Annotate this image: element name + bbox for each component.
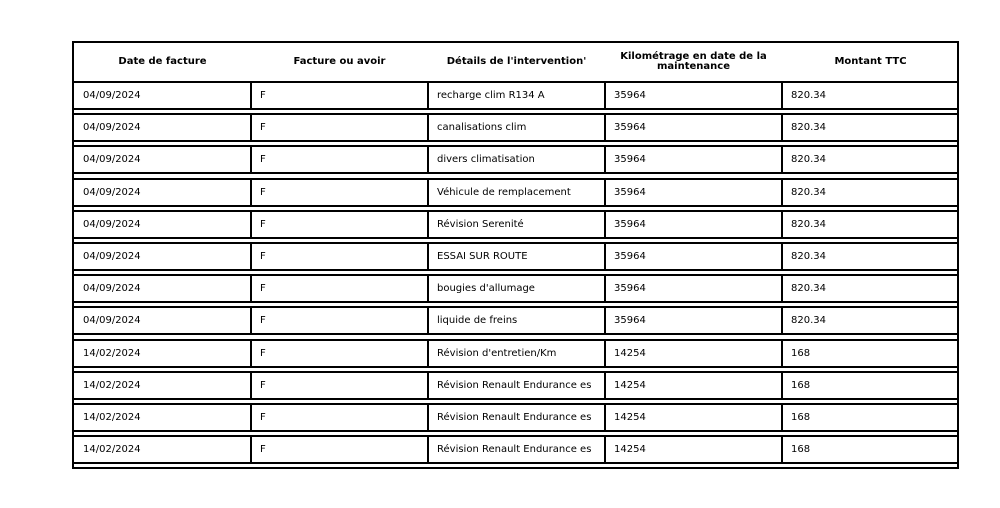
table-row (74, 113, 957, 142)
cell-mileage: 14254 (614, 412, 646, 423)
column-divider (250, 437, 252, 462)
cell-date: 04/09/2024 (83, 218, 141, 230)
column-divider (250, 244, 252, 269)
table-row (74, 403, 957, 432)
cell-details: Véhicule de remplacement (437, 186, 571, 198)
table-row (74, 210, 957, 239)
header-date: Date de facture (118, 56, 207, 67)
column-divider (427, 244, 429, 269)
column-divider (250, 180, 252, 205)
column-divider (427, 308, 429, 333)
column-divider (781, 437, 783, 462)
column-divider (781, 147, 783, 172)
cell-mileage: 35964 (614, 283, 646, 295)
table-row (74, 339, 957, 368)
maintenance-table (72, 41, 959, 469)
cell-date: 04/09/2024 (83, 315, 141, 327)
cell-mileage: 14254 (614, 347, 646, 359)
cell-type: F (260, 90, 266, 101)
column-divider (781, 341, 783, 366)
cell-amount: 820.34 (791, 90, 826, 101)
column-divider (427, 437, 429, 462)
cell-amount: 820.34 (791, 218, 826, 230)
cell-details: liquide de freins (437, 315, 518, 327)
column-divider (604, 83, 606, 108)
cell-details: recharge clim R134 A (437, 90, 545, 101)
cell-mileage: 35964 (614, 251, 646, 262)
column-divider (781, 83, 783, 108)
column-divider (427, 373, 429, 398)
column-divider (250, 212, 252, 237)
cell-amount: 168 (791, 347, 811, 359)
cell-date: 04/09/2024 (83, 186, 141, 198)
cell-mileage: 35964 (614, 218, 646, 230)
cell-details: Révision Renault Endurance es (437, 379, 592, 391)
header-details: Détails de l'intervention' (446, 56, 587, 67)
cell-details: Révision Renault Endurance es (437, 412, 592, 423)
cell-mileage: 35964 (614, 122, 646, 134)
table-row (74, 178, 957, 207)
column-divider (781, 180, 783, 205)
cell-mileage: 35964 (614, 186, 646, 198)
header-amount: Montant TTC (834, 56, 907, 67)
cell-type: F (260, 251, 266, 262)
cell-mileage: 35964 (614, 315, 646, 327)
cell-details: bougies d'allumage (437, 283, 535, 295)
column-divider (604, 147, 606, 172)
table-row (74, 274, 957, 303)
cell-type: F (260, 379, 266, 391)
cell-mileage: 35964 (614, 90, 646, 101)
column-divider (427, 405, 429, 430)
column-divider (427, 276, 429, 301)
cell-date: 04/09/2024 (83, 122, 141, 134)
table-row (74, 242, 957, 271)
column-divider (250, 115, 252, 140)
column-divider (250, 373, 252, 398)
cell-amount: 168 (791, 412, 811, 423)
column-divider (604, 405, 606, 430)
cell-amount: 820.34 (791, 186, 826, 198)
column-divider (781, 308, 783, 333)
table-row (74, 371, 957, 400)
table-row (74, 306, 957, 335)
cell-date: 04/09/2024 (83, 283, 141, 295)
table-row (74, 145, 957, 174)
column-divider (250, 276, 252, 301)
cell-date: 14/02/2024 (83, 347, 141, 359)
column-divider (781, 244, 783, 269)
column-divider (604, 115, 606, 140)
column-divider (427, 115, 429, 140)
cell-details: divers climatisation (437, 154, 535, 166)
column-divider (781, 373, 783, 398)
column-divider (250, 341, 252, 366)
column-divider (604, 373, 606, 398)
cell-details: canalisations clim (437, 122, 527, 134)
table-header (74, 43, 957, 83)
cell-date: 04/09/2024 (83, 154, 141, 166)
cell-details: Révision Serenité (437, 218, 524, 230)
cell-mileage: 14254 (614, 379, 646, 391)
cell-date: 14/02/2024 (83, 444, 141, 456)
cell-details: Révision d'entretien/Km (437, 347, 557, 359)
cell-type: F (260, 283, 266, 295)
cell-amount: 820.34 (791, 154, 826, 166)
header-type: Facture ou avoir (293, 56, 386, 67)
cell-amount: 168 (791, 379, 811, 391)
column-divider (250, 83, 252, 108)
cell-date: 14/02/2024 (83, 412, 141, 423)
cell-amount: 820.34 (791, 251, 826, 262)
column-divider (604, 341, 606, 366)
cell-mileage: 35964 (614, 154, 646, 166)
column-divider (781, 212, 783, 237)
cell-type: F (260, 218, 266, 230)
column-divider (604, 308, 606, 333)
column-divider (604, 276, 606, 301)
column-divider (781, 115, 783, 140)
column-divider (250, 405, 252, 430)
cell-date: 04/09/2024 (83, 90, 141, 101)
table-row (74, 435, 957, 464)
cell-mileage: 14254 (614, 444, 646, 456)
cell-details: ESSAI SUR ROUTE (437, 251, 528, 262)
cell-amount: 820.34 (791, 122, 826, 134)
column-divider (604, 212, 606, 237)
column-divider (427, 212, 429, 237)
cell-amount: 820.34 (791, 315, 826, 327)
column-divider (604, 244, 606, 269)
column-divider (427, 147, 429, 172)
column-divider (427, 341, 429, 366)
cell-date: 14/02/2024 (83, 379, 141, 391)
column-divider (781, 405, 783, 430)
column-divider (604, 437, 606, 462)
cell-type: F (260, 315, 266, 327)
column-divider (604, 180, 606, 205)
cell-amount: 820.34 (791, 283, 826, 295)
column-divider (427, 83, 429, 108)
column-divider (781, 276, 783, 301)
cell-type: F (260, 154, 266, 166)
cell-type: F (260, 186, 266, 198)
cell-date: 04/09/2024 (83, 251, 141, 262)
cell-type: F (260, 412, 266, 423)
column-divider (250, 308, 252, 333)
column-divider (427, 180, 429, 205)
table-row (74, 81, 957, 110)
cell-type: F (260, 122, 266, 134)
cell-type: F (260, 444, 266, 456)
cell-type: F (260, 347, 266, 359)
cell-details: Révision Renault Endurance es (437, 444, 592, 456)
column-divider (250, 147, 252, 172)
cell-amount: 168 (791, 444, 811, 456)
header-mileage: Kilométrage en date de la maintenance (620, 51, 767, 72)
